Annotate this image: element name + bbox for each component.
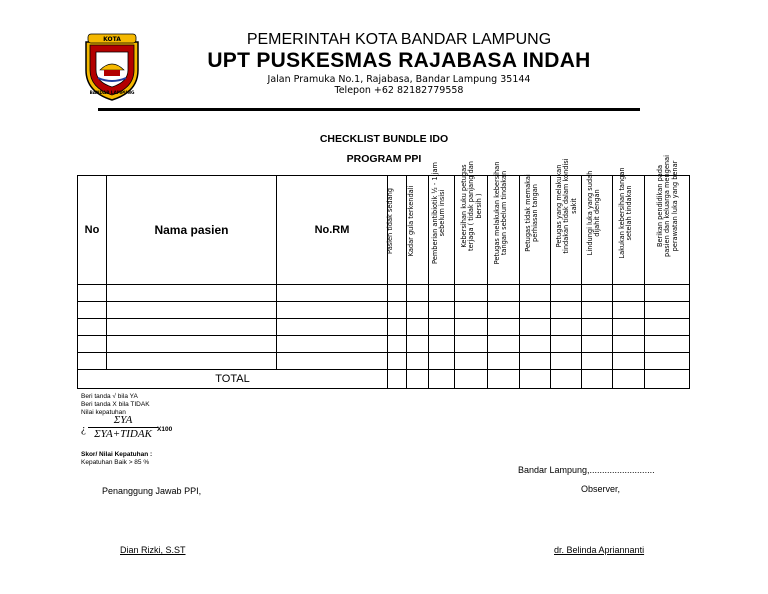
total-row bbox=[78, 370, 690, 389]
criterion-label: Berikan pendidikan pada pasien dan keluarga mengenai perawatan luka yang benar bbox=[656, 154, 679, 257]
col-header-criterion bbox=[520, 176, 551, 285]
header-address: Jalan Pramuka No.1, Rajabasa, Bandar Lampung 35144 bbox=[267, 74, 531, 85]
city-emblem-logo bbox=[80, 30, 144, 102]
col-header-criterion bbox=[645, 154, 690, 285]
place-date: Bandar Lampung,.......................... bbox=[518, 465, 655, 475]
header-phone: Telepon +62 82182779558 bbox=[334, 85, 464, 96]
total-label: TOTAL bbox=[78, 370, 388, 389]
left-signatory-name: Dian Rizki, S.ST bbox=[120, 545, 186, 555]
col-header-no: No bbox=[78, 176, 107, 285]
criterion-label: Petugas tidak memakai perhiasan tangan bbox=[524, 174, 540, 252]
col-header-criterion bbox=[388, 176, 407, 285]
col-header-criterion bbox=[613, 167, 645, 285]
right-signatory-role: Observer, bbox=[581, 484, 621, 494]
col-header-criterion bbox=[551, 158, 582, 285]
col-header-criterion bbox=[488, 161, 520, 285]
criteria-good: Kepatuhan Baik > 85 % bbox=[81, 459, 150, 466]
note-tidak: Beri tanda X bila TIDAK bbox=[81, 401, 150, 408]
left-signatory-role: Penanggung Jawab PPI, bbox=[102, 486, 202, 496]
criterion-label: Pasien tidak sedang bbox=[386, 187, 394, 254]
note-ya: Beri tanda √ bila YA bbox=[81, 393, 138, 400]
table-row bbox=[78, 353, 690, 370]
criterion-label: Petugas yang melakukan tindakan tidak dalam kondisi sakit bbox=[555, 158, 578, 254]
col-header-no-rm: No.RM bbox=[277, 176, 388, 285]
criterion-label: Pemberian antibiotik ½ - 1 jam sebelum insisi bbox=[430, 162, 446, 265]
col-header-nama-pasien: Nama pasien bbox=[107, 176, 277, 285]
table-row bbox=[78, 319, 690, 336]
col-header-criterion bbox=[582, 170, 613, 285]
right-signatory-name: dr. Belinda Apriannanti bbox=[554, 545, 645, 555]
col-header-criterion bbox=[455, 160, 488, 285]
formula-fraction bbox=[88, 414, 158, 440]
document-subtitle: PROGRAM PPI bbox=[346, 153, 422, 165]
header-government: PEMERINTAH KOTA BANDAR LAMPUNG bbox=[246, 31, 552, 48]
formula-numerator: ΣYA bbox=[88, 414, 158, 428]
col-header-criterion bbox=[429, 162, 455, 285]
col-header-criterion bbox=[407, 176, 429, 285]
criterion-label: Lakukan kebersihan tangan setelah tindakan bbox=[617, 167, 633, 259]
header-institution: UPT PUSKESMAS RAJABASA INDAH bbox=[207, 49, 591, 72]
score-label: Skor/ Nilai Kepatuhan : bbox=[81, 451, 153, 458]
formula-denominator: ΣYA+TIDAK bbox=[94, 428, 152, 440]
logo-bottom-text: BANDAR LAMPUNG bbox=[89, 90, 135, 95]
table-header-row bbox=[78, 176, 690, 285]
table-row bbox=[78, 302, 690, 319]
header-divider bbox=[98, 108, 640, 111]
table-row bbox=[78, 285, 690, 302]
formula-prefix: ¿ bbox=[81, 423, 86, 435]
compliance-formula bbox=[81, 414, 191, 444]
criterion-label: Kadar gula terkendali bbox=[406, 185, 415, 256]
note-kepatuhan: Nilai kepatuhan bbox=[81, 409, 126, 416]
table-row bbox=[78, 336, 690, 353]
criterion-label: Kebersihan kuku petugas terjaga ( tidak panjang dan bersih ) bbox=[460, 160, 483, 251]
formula-multiplier: X100 bbox=[157, 426, 173, 433]
logo-top-text: KOTA bbox=[103, 36, 121, 43]
criterion-label: Petugas melakukan kebersihan tangan sebelum tindakan bbox=[492, 161, 508, 265]
document-title: CHECKLIST BUNDLE IDO bbox=[319, 133, 449, 145]
criterion-label: Lindungi luka yang sudah dijahit dengan bbox=[586, 170, 602, 256]
